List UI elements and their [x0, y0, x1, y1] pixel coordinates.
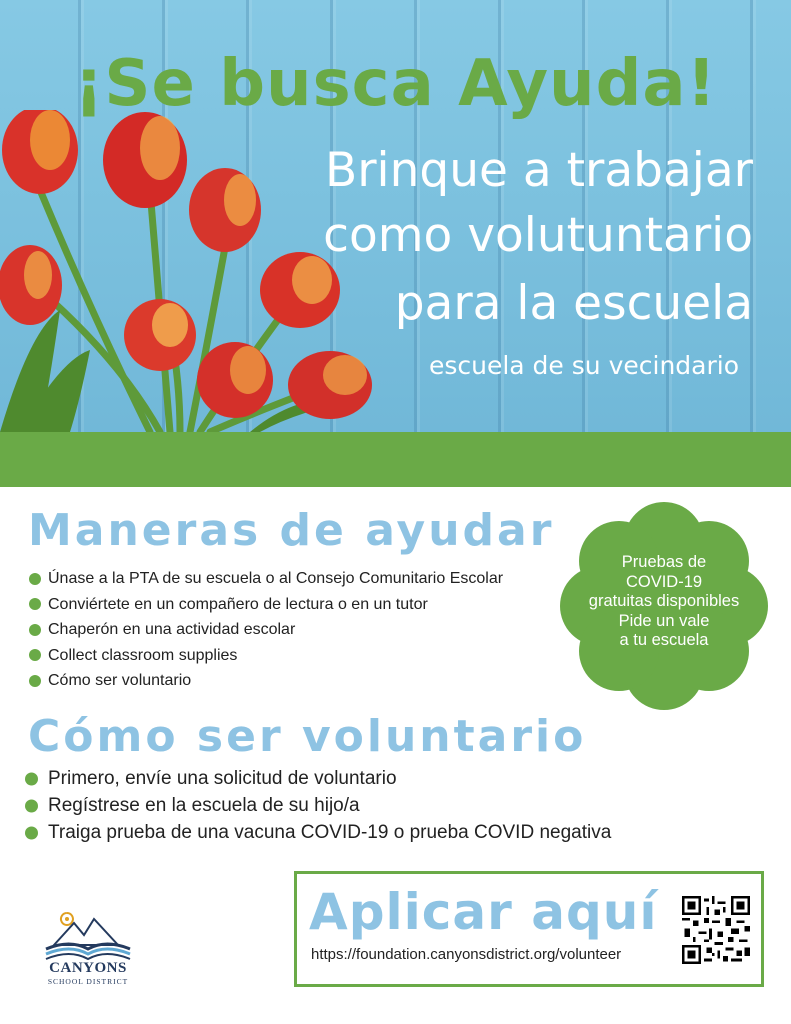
logo-subtitle: SCHOOL DISTRICT	[47, 977, 129, 986]
covid-badge-text	[556, 553, 772, 651]
badge-line: gratuitas disponibles	[588, 592, 740, 610]
bullet-icon	[30, 676, 40, 686]
list-item	[26, 792, 611, 819]
hero-small-text: escuela de su vecindario	[428, 351, 739, 380]
badge-line: COVID-19	[625, 572, 703, 591]
bullet-icon	[26, 773, 37, 784]
list-item	[26, 765, 611, 792]
hero-subtitle-line-2: como volutuntario	[323, 208, 753, 263]
bullet-icon	[30, 599, 40, 609]
list-item-label: Chaperón en una actividad escolar	[48, 621, 296, 638]
bullet-icon	[26, 827, 37, 838]
list-item	[30, 617, 503, 643]
list-item-label: Primero, envíe una solicitud de voluntario	[48, 768, 397, 789]
bullet-icon	[30, 574, 40, 584]
green-divider-band	[0, 432, 791, 487]
list-item-label: Collect classroom supplies	[48, 646, 238, 664]
qr-code-icon[interactable]	[682, 896, 750, 964]
badge-line: Pruebas de	[621, 553, 707, 571]
badge-line: Pide un vale	[618, 611, 710, 630]
ways-list	[30, 566, 503, 694]
list-item-label: Regístrese en la escuela de su hijo/a	[48, 795, 360, 816]
list-item-label: Traiga prueba de una vacuna COVID-19 o prueba COVID negativa	[48, 822, 612, 843]
list-item	[30, 668, 503, 694]
list-item	[30, 592, 503, 618]
list-item-label: Únase a la PTA de su escuela o al Consejo Comunitario Escolar	[48, 570, 504, 587]
list-item	[26, 819, 611, 846]
logo-name: CANYONS	[49, 960, 127, 976]
ways-heading: Maneras de ayudar	[28, 505, 555, 556]
apply-title: Aplicar aquí	[309, 883, 658, 941]
hero-banner	[0, 0, 791, 432]
bullet-icon	[26, 800, 37, 811]
badge-line: a tu escuela	[619, 631, 709, 649]
apply-url-link[interactable]: https://foundation.canyonsdistrict.org/volunteer	[311, 946, 622, 963]
hero-title: ¡Se busca Ayuda!	[74, 47, 717, 121]
list-item-label: Cómo ser voluntario	[48, 672, 192, 689]
list-item-label: Conviértete en un compañero de lectura o en un tutor	[48, 595, 428, 613]
steps-heading: Cómo ser voluntario	[28, 711, 587, 762]
list-item	[30, 566, 503, 592]
bullet-icon	[30, 625, 40, 635]
apply-box	[294, 871, 764, 987]
hero-subtitle-line-3: para la escuela	[394, 276, 753, 331]
list-item	[30, 643, 503, 669]
bullet-icon	[30, 650, 40, 660]
steps-list	[26, 765, 611, 846]
hero-subtitle-line-1: Brinque a trabajar	[324, 143, 753, 198]
